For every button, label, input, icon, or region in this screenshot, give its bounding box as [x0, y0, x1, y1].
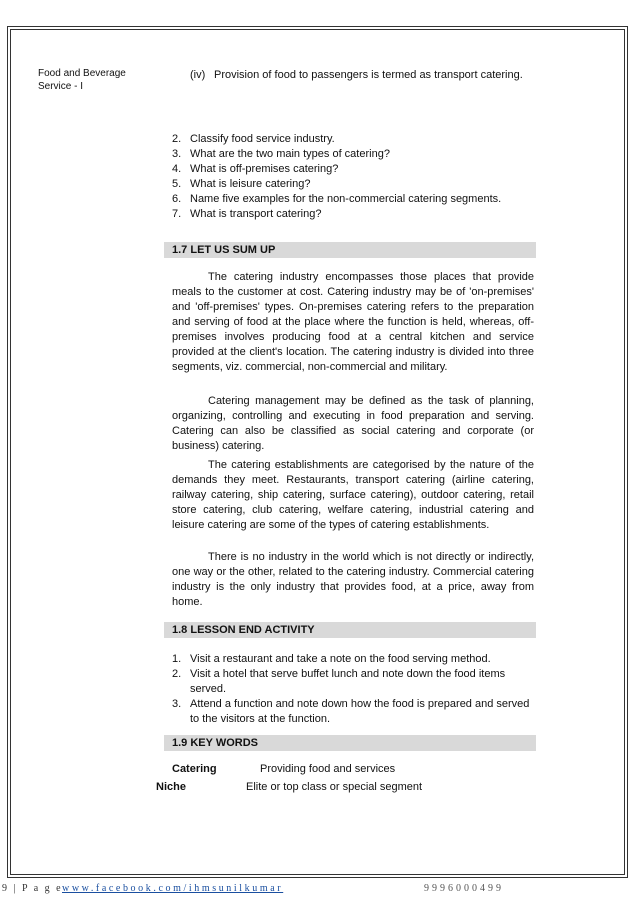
summary-paragraph-4: There is no industry in the world which is not directly or indirectly, one way or the other, related to the catering industry. Commercial catering industry is the only industry that provides food, at a price, away from home.: [172, 551, 534, 608]
item-iv-text: Provision of food to passengers is termed as transport catering.: [214, 69, 523, 81]
list-item: 2. Classify food service industry.: [172, 133, 335, 145]
section-heading-sum-up: 1.7 LET US SUM UP: [164, 242, 536, 258]
course-title-line1: Food and Beverage: [38, 68, 126, 79]
list-item: 2. Visit a hotel that serve buffet lunch and note down the food items served.: [172, 668, 506, 695]
list-item: 3. What are the two main types of catering?: [172, 148, 390, 160]
keyword-term: Catering: [172, 763, 217, 775]
list-item: 4. What is off-premises catering?: [172, 163, 339, 175]
keyword-definition: Elite or top class or special segment: [246, 781, 423, 793]
summary-paragraph-2: Catering management may be defined as the task of planning, organizing, controlling and executing in food preparation and serving. Catering can also be classified as social catering and corporate (or business) catering.: [172, 395, 534, 452]
page-number: 9 | P a g e: [2, 883, 63, 894]
facebook-link[interactable]: www.facebook.com/ihmsunilkumar: [62, 883, 284, 894]
item-iv-label: (iv): [190, 69, 206, 81]
list-item: 5. What is leisure catering?: [172, 178, 311, 190]
list-item: 1. Visit a restaurant and take a note on the food serving method.: [172, 653, 491, 665]
activity-list: [172, 652, 536, 727]
section-heading-keywords: 1.9 KEY WORDS: [164, 735, 536, 751]
keyword-term: Niche: [156, 781, 186, 793]
phone-number: 9996000499: [424, 883, 504, 894]
list-item: 6. Name five examples for the non-commercial catering segments.: [172, 193, 502, 205]
list-item: 3. Attend a function and note down how the food is prepared and served to the visitors at the function.: [172, 698, 530, 725]
summary-paragraph-1: The catering industry encompasses those places that provide meals to the customer at cost. Catering industry may be of 'on-premises' and 'off-premises' types. On-premises catering refers to the preparation and serving of food at the place where the function is held, whereas, off-premises involves producing food at a central kitchen and service provided at the client's location. The catering industry is divided into three segments, viz. commercial, non-commercial and military.: [172, 271, 534, 373]
keyword-definition: Providing food and services: [260, 763, 396, 775]
list-item: 7. What is transport catering?: [172, 208, 322, 220]
section-heading-activity: 1.8 LESSON END ACTIVITY: [164, 622, 536, 638]
course-title-line2: Service - I: [38, 81, 84, 92]
summary-paragraph-3: The catering establishments are categorised by the nature of the demands they meet. Restaurants, transport catering (airline catering, railway catering, ship catering, surface catering), outdoor catering, retail store catering, club catering, welfare catering, industrial catering and leisure catering are some of the types of catering establishments.: [172, 459, 534, 531]
question-list: [172, 132, 501, 222]
course-header: [38, 67, 126, 93]
